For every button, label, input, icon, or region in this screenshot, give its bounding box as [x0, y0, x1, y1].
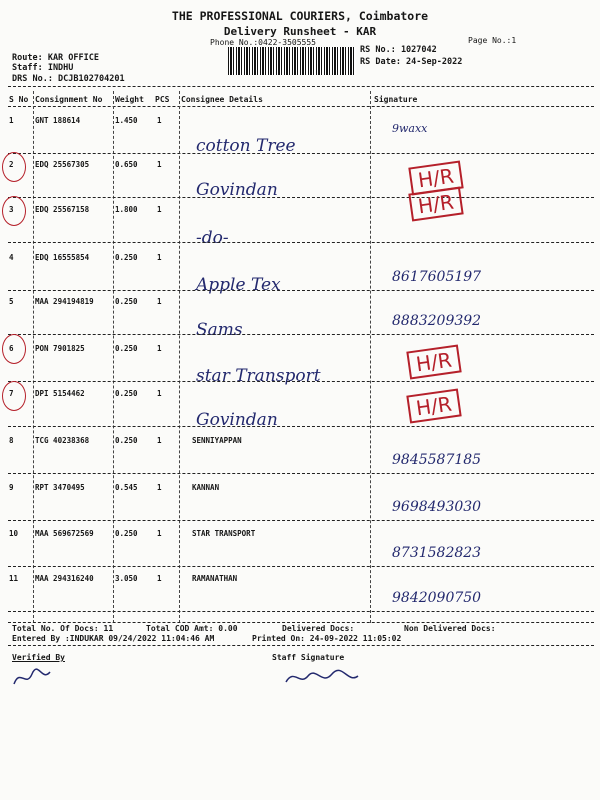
row-sno: 11	[9, 574, 19, 583]
row-consignment: DPI 5154462	[35, 389, 85, 398]
serial-circle-mark	[2, 152, 26, 182]
row-consignment: MAA 294316240	[35, 574, 94, 583]
row-pcs: 1	[157, 529, 162, 538]
row-consignee: KANNAN	[192, 483, 220, 492]
row-weight: 0.250	[115, 344, 138, 353]
row-weight: 0.545	[115, 483, 138, 492]
row-divider	[8, 290, 594, 291]
row-pcs: 1	[157, 483, 162, 492]
row-weight: 0.650	[115, 160, 138, 169]
row-pcs: 1	[157, 297, 162, 306]
row-sno: 3	[9, 205, 14, 214]
row-consignment: RPT 3470495	[35, 483, 85, 492]
row-consignment: MAA 569672569	[35, 529, 94, 538]
row-divider	[8, 242, 594, 243]
row-signature-text: 9842090750	[392, 590, 482, 606]
hir-stamp: H/R	[406, 389, 461, 424]
col-divider	[179, 91, 180, 623]
footer-divider	[8, 622, 594, 623]
row-pcs: 1	[157, 205, 162, 214]
row-pcs: 1	[157, 436, 162, 445]
row-consignee-handwritten: -do-	[196, 228, 229, 248]
runsheet-subtitle: Delivery Runsheet - KAR	[223, 25, 377, 38]
row-divider	[8, 473, 594, 474]
row-pcs: 1	[157, 253, 162, 262]
row-consignment: EDQ 25567158	[35, 205, 90, 214]
row-consignee: SENNIYAPPAN	[192, 436, 242, 445]
row-consignee: STAR TRANSPORT	[192, 529, 256, 538]
row-weight: 1.450	[115, 116, 138, 125]
verified-signature	[12, 664, 52, 690]
row-signature-text: 8883209392	[392, 313, 482, 329]
row-sno: 1	[9, 116, 14, 125]
col-divider	[370, 91, 371, 623]
row-weight: 1.800	[115, 205, 138, 214]
row-divider	[8, 153, 594, 154]
row-signature-text: 9845587185	[392, 452, 482, 468]
col-signature: Signature	[374, 95, 418, 104]
row-consignee-handwritten: Apple Tex	[196, 275, 281, 295]
staff-signature-label: Staff Signature	[272, 653, 345, 662]
route-label: Route: KAR OFFICE	[12, 53, 99, 63]
barcode-image	[228, 47, 356, 75]
row-sno: 7	[9, 389, 14, 398]
row-divider	[8, 381, 594, 382]
drs-number: DRS No.: DCJB102704201	[12, 74, 125, 84]
row-weight: 0.250	[115, 297, 138, 306]
row-pcs: 1	[157, 389, 162, 398]
header-divider-top	[8, 86, 594, 87]
verified-by-label: Verified By	[12, 653, 65, 662]
rs-date: RS Date: 24-Sep-2022	[360, 57, 463, 67]
total-cod: Total COD Amt: 0.00	[146, 624, 238, 633]
serial-circle-mark	[2, 334, 26, 364]
col-consignment: Consignment No	[35, 95, 103, 104]
col-divider	[113, 91, 114, 623]
row-consignment: TCG 40238368	[35, 436, 90, 445]
row-consignment: GNT 188614	[35, 116, 81, 125]
row-weight: 0.250	[115, 389, 138, 398]
row-consignment: MAA 294194819	[35, 297, 94, 306]
col-weight: Weight	[115, 95, 144, 104]
row-sno: 8	[9, 436, 14, 445]
col-pcs: PCS	[155, 95, 170, 104]
row-consignee-handwritten: star Transport	[196, 366, 321, 386]
row-consignment: PON 7901825	[35, 344, 85, 353]
total-docs: Total No. Of Docs: 11	[12, 624, 114, 633]
row-consignee-handwritten: Govindan	[196, 180, 278, 200]
row-pcs: 1	[157, 344, 162, 353]
row-weight: 0.250	[115, 436, 138, 445]
row-divider	[8, 520, 594, 521]
staff-label: Staff: INDHU	[12, 63, 74, 73]
footer-divider-2	[8, 645, 594, 646]
col-consignee: Consignee Details	[181, 95, 263, 104]
row-weight: 0.250	[115, 253, 138, 262]
row-consignment: EDQ 25567305	[35, 160, 90, 169]
row-sno: 10	[9, 529, 19, 538]
col-divider	[33, 91, 34, 623]
row-sno: 4	[9, 253, 14, 262]
serial-circle-mark	[2, 381, 26, 411]
staff-signature-scribble	[282, 666, 362, 690]
row-divider	[8, 334, 594, 335]
phone-number: Phone No.:0422-3505555	[210, 38, 316, 47]
row-consignment: EDQ 16555854	[35, 253, 90, 262]
company-title: THE PROFESSIONAL COURIERS, Coimbatore	[171, 9, 429, 23]
header-divider-bottom	[8, 106, 594, 107]
row-consignee-handwritten: Sams	[196, 320, 243, 340]
row-consignee-handwritten: Govindan	[196, 410, 278, 430]
row-sno: 9	[9, 483, 14, 492]
row-divider	[8, 566, 594, 567]
row-consignee-handwritten: cotton Tree	[196, 136, 296, 156]
hir-stamp: H/R	[406, 345, 461, 380]
delivered-docs: Delivered Docs:	[282, 624, 355, 633]
row-divider	[8, 197, 594, 198]
row-signature-text: 8731582823	[392, 545, 482, 561]
row-signature-text: 8617605197	[392, 269, 482, 285]
row-weight: 0.250	[115, 529, 138, 538]
hir-stamp: H/R	[408, 161, 463, 196]
row-pcs: 1	[157, 574, 162, 583]
row-divider	[8, 611, 594, 612]
row-sno: 5	[9, 297, 14, 306]
row-weight: 3.050	[115, 574, 138, 583]
row-consignee: RAMANATHAN	[192, 574, 238, 583]
row-signature-text: 9698493030	[392, 499, 482, 515]
row-pcs: 1	[157, 160, 162, 169]
printed-on: Printed On: 24-09-2022 11:05:02	[252, 634, 402, 643]
hir-stamp: H/R	[408, 187, 463, 222]
row-signature-text: 9waxx	[392, 122, 428, 135]
rs-number: RS No.: 1027042	[360, 45, 437, 55]
row-sno: 2	[9, 160, 14, 169]
entered-by: Entered By :INDUKAR 09/24/2022 11:04:46 AM	[12, 634, 215, 643]
page-number: Page No.:1	[468, 36, 517, 45]
serial-circle-mark	[2, 196, 26, 226]
row-divider	[8, 426, 594, 427]
col-sno: S No	[9, 95, 29, 104]
row-pcs: 1	[157, 116, 162, 125]
row-sno: 6	[9, 344, 14, 353]
non-delivered-docs: Non Delivered Docs:	[404, 624, 496, 633]
